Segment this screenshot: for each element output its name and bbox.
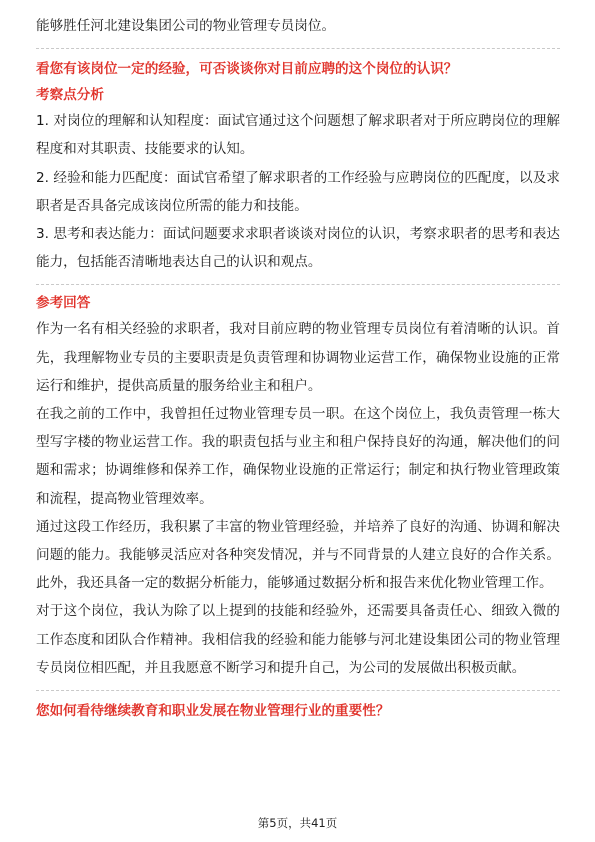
question-1: 看您有该岗位一定的经验，可否谈谈你对目前应聘的这个岗位的认识？ xyxy=(36,61,458,78)
analysis-item-3: 3. 思考和表达能力：面试问题要求求职者谈谈对岗位的认识，考察求职者的思考和表达能力，包括能否清晰地表达自己的认识和观点。 xyxy=(36,226,560,271)
section-divider xyxy=(36,284,560,285)
question-2: 您如何看待继续教育和职业发展在物业管理行业的重要性？ xyxy=(36,703,390,720)
answer-title: 参考回答 xyxy=(36,295,91,312)
document-page xyxy=(36,12,560,725)
page-indicator: 第5页，共41页 xyxy=(257,816,338,830)
answer-paragraph-2: 在我之前的工作中，我曾担任过物业管理专员一职。在这个岗位上，我负责管理一栋大型写字楼的物业运营工作。我的职责包括与业主和租户保持良好的沟通，解决他们的问题和需求；协调维修和保养工作，确保物业设施的正常运行；制定和执行物业管理政策和流程，提高物业管理效率。 xyxy=(36,406,560,507)
analysis-item-2: 2. 经验和能力匹配度：面试官希望了解求职者的工作经验与应聘岗位的匹配度，以及求职者是否具备完成该岗位所需的能力和技能。 xyxy=(36,169,560,214)
answer-paragraph-1: 作为一名有相关经验的求职者，我对目前应聘的物业管理专员岗位有着清晰的认识。首先，我理解物业专员的主要职责是负责管理和协调物业运营工作，确保物业设施的正常运行和维护，提供高质量的服务给业主和租户。 xyxy=(36,321,560,394)
section-divider xyxy=(36,690,560,691)
answer-paragraph-3: 通过这段工作经历，我积累了丰富的物业管理经验，并培养了良好的沟通、协调和解决问题的能力。我能够灵活应对各种突发情况，并与不同背景的人建立良好的合作关系。此外，我还具备一定的数据分析能力，能够通过数据分析和报告来优化物业管理工作。 xyxy=(36,518,560,592)
intro-line: 能够胜任河北建设集团公司的物业管理专员岗位。 xyxy=(36,18,336,34)
section-divider xyxy=(36,48,560,49)
analysis-title: 考察点分析 xyxy=(36,87,104,104)
analysis-item-1: 1. 对岗位的理解和认知程度：面试官通过这个问题想了解求职者对于所应聘岗位的理解程度和对其职责、技能要求的认知。 xyxy=(36,113,560,158)
answer-paragraph-4: 对于这个岗位，我认为除了以上提到的技能和经验外，还需要具备责任心、细致入微的工作态度和团队合作精神。我相信我的经验和能力能够与河北建设集团公司的物业管理专员岗位相匹配，并且我愿意不断学习和提升自己，为公司的发展做出积极贡献。 xyxy=(36,603,560,676)
